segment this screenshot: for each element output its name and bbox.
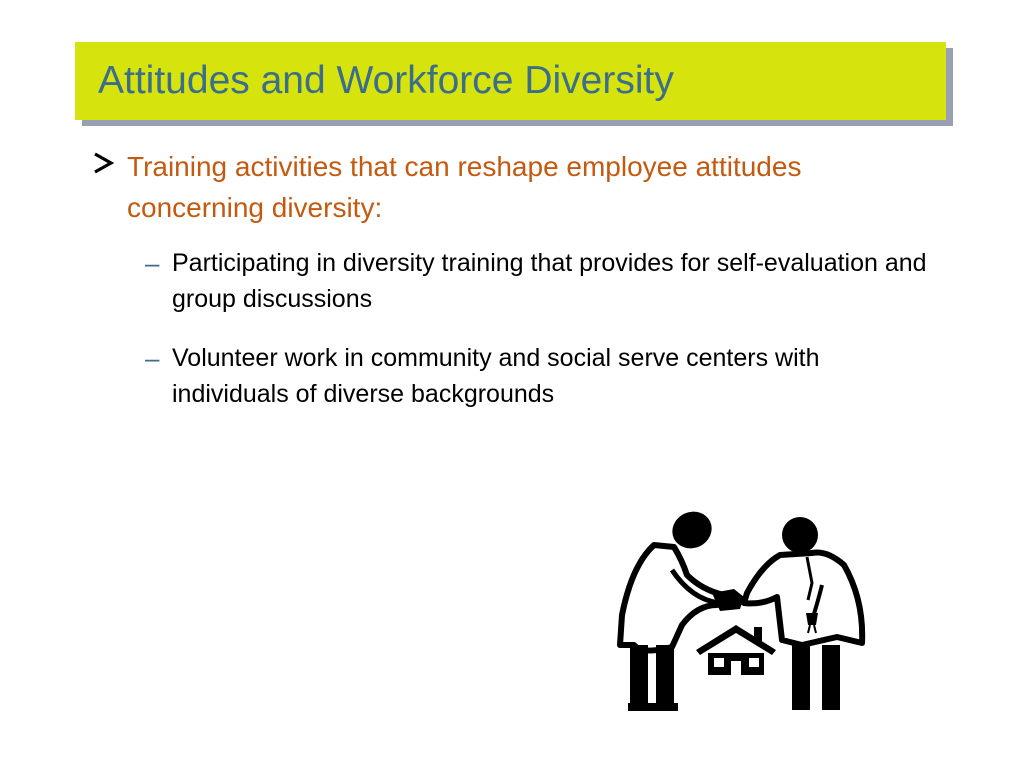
sub-bullet-text: Participating in diversity training that provides for self-evaluation and group discussions (172, 249, 927, 313)
sub-bullet-item (145, 340, 935, 412)
dash-marker: – (145, 248, 160, 278)
left-person-figure (620, 505, 724, 711)
handshake-house-icon (612, 505, 872, 715)
slide-title: Attitudes and Workforce Diversity (98, 59, 674, 102)
house-icon (696, 625, 776, 675)
sub-bullet-item (145, 245, 935, 317)
right-person-figure (744, 517, 862, 710)
title-bar (75, 42, 946, 120)
sub-bullet-text: Volunteer work in community and social serve centers with individuals of diverse backgrounds (172, 344, 820, 408)
arrow-bullet-icon (92, 148, 116, 178)
bullet-item (92, 146, 912, 228)
dash-marker: – (145, 343, 160, 373)
bullet-text: Training activities that can reshape employee attitudes concerning diversity: (127, 151, 802, 223)
